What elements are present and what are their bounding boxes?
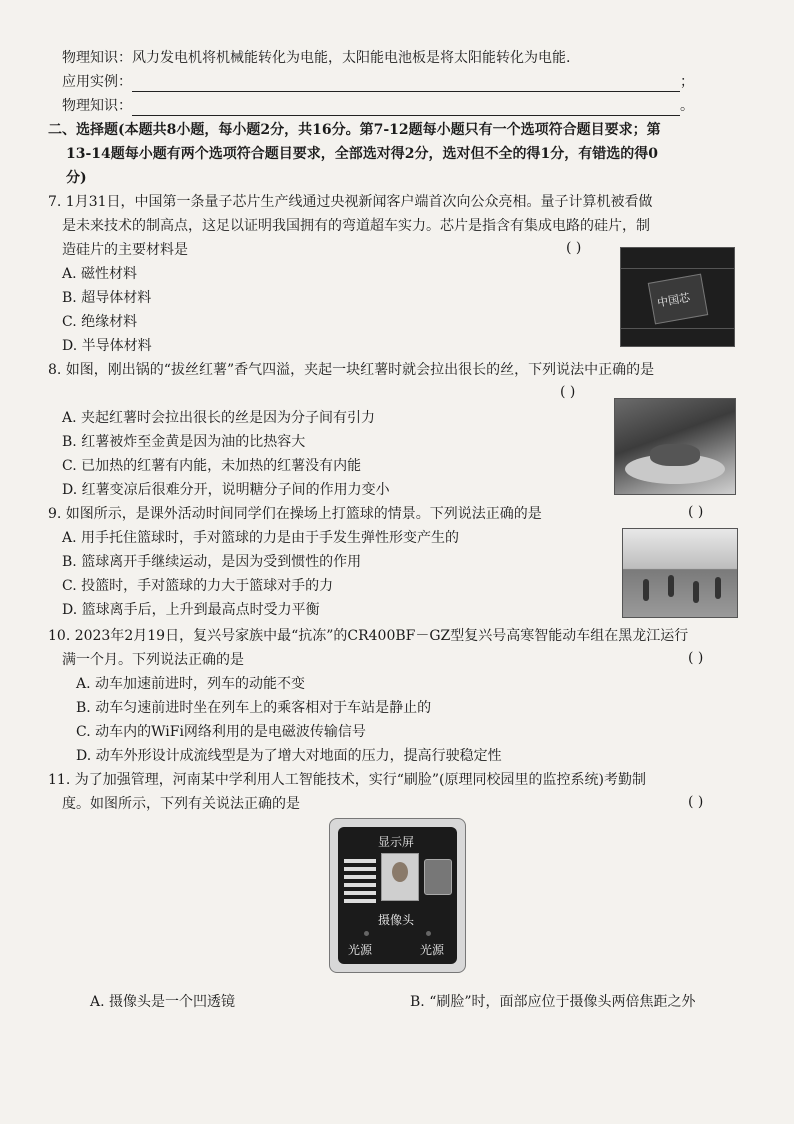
chip-photo [620,247,735,347]
light-source-right-label: 光源 [420,943,445,957]
punctuation: ； [680,74,694,90]
q10-answer-paren[interactable]: ( ) [688,650,704,666]
q10-stem: 满一个月。下列说法正确的是 [62,652,244,668]
q9-option-d: D. 篮球离手后，上升到最高点时受力平衡 [62,602,320,618]
keypad-icon [344,859,376,903]
q7-option-d: D. 半导体材料 [62,338,152,354]
q8-option-a: A. 夹起红薯时会拉出很长的丝是因为分子间有引力 [62,410,376,426]
chip-label: 中国芯 [656,291,692,310]
q11-answer-paren[interactable]: ( ) [688,794,704,810]
q7-option-c: C. 绝缘材料 [62,314,138,330]
camera-label: 摄像头 [378,913,415,927]
sweet-potato-photo [614,398,736,495]
basketball-photo [622,528,738,618]
application-label: 应用实例： [62,74,132,90]
q7-stem: 造硅片的主要材料是 [62,242,188,258]
q8-stem: 8. 如图，刚出锅的“拔丝红薯”香气四溢，夹起一块红薯时就会拉出很长的丝，下列说法中正确的是 [48,362,655,378]
q10-option-a: A. 动车加速前进时，列车的动能不变 [76,676,306,692]
q9-stem: 9. 如图所示，是课外活动时间同学们在操场上打篮球的情景。下列说法正确的是 [48,506,542,522]
chip-icon [648,274,708,325]
application-answer-blank[interactable] [132,77,680,92]
q7-answer-paren[interactable]: ( ) [566,240,582,256]
face-recognition-device [329,818,466,973]
physics-label: 物理知识： [62,98,132,114]
q11-stem: 度。如图所示，下列有关说法正确的是 [62,796,300,812]
fingerprint-icon [424,859,452,895]
application-example-row [62,72,694,92]
q7-stem: 是未来技术的制高点，这足以证明我国拥有的弯道超车实力。芯片是指含有集成电路的硅片，制 [62,218,650,234]
device-screen [338,827,457,964]
q10-option-c: C. 动车内的WiFi网络利用的是电磁波传输信号 [76,724,366,740]
q11-option-b: B. “刷脸”时，面部应位于摄像头两倍焦距之外 [410,994,696,1010]
q10-stem: 10. 2023年2月19日，复兴号家族中最“抗冻”的CR400BF－GZ型复兴号高寒智能动车组在黑龙江运行 [48,628,689,644]
q10-option-d: D. 动车外形设计成流线型是为了增大对地面的压力，提高行驶稳定性 [76,748,502,764]
screen-label: 显示屏 [378,835,415,849]
section-heading-line: 分) [66,170,87,186]
q9-option-a: A. 用手托住篮球时，手对篮球的力是由于手发生弹性形变产生的 [62,530,460,546]
q11-stem: 11. 为了加强管理，河南某中学利用人工智能技术，实行“刷脸”(原理同校园里的监控系统)考勤制 [48,772,646,788]
q9-answer-paren[interactable]: ( ) [688,504,704,520]
light-source-left-label: 光源 [348,943,373,957]
q8-option-b: B. 红薯被炸至金黄是因为油的比热容大 [62,434,306,450]
q7-option-a: A. 磁性材料 [62,266,138,282]
q10-option-b: B. 动车匀速前进时坐在列车上的乘客相对于车站是静止的 [76,700,432,716]
physics-answer-blank[interactable] [132,101,680,116]
section-heading-line: 13-14题每小题有两个选项符合题目要求，全部选对得2分，选对但不全的得1分，有错选的得0 [66,146,658,162]
q7-stem: 7. 1月31日，中国第一条量子芯片生产线通过央视新闻客户端首次向公众亮相。量子计算机被看做 [48,194,653,210]
intro-line: 物理知识：风力发电机将机械能转化为电能，太阳能电池板是将太阳能转化为电能. [62,50,571,66]
punctuation: 。 [680,98,694,114]
q9-option-c: C. 投篮时，手对篮球的力大于篮球对手的力 [62,578,334,594]
section-heading-line: 二、选择题(本题共8小题，每小题2分，共16分。第7-12题每小题只有一个选项符合题目要求；第 [48,122,661,138]
q11-option-a: A. 摄像头是一个凹透镜 [90,994,236,1010]
q9-option-b: B. 篮球离开手继续运动，是因为受到惯性的作用 [62,554,362,570]
q8-option-c: C. 已加热的红薯有内能，未加热的红薯没有内能 [62,458,362,474]
q8-option-d: D. 红薯变凉后很难分开，说明糖分子间的作用力变小 [62,482,390,498]
q7-option-b: B. 超导体材料 [62,290,152,306]
face-icon [381,853,419,901]
q8-answer-paren[interactable]: ( ) [560,384,576,400]
physics-knowledge-row [62,96,694,116]
